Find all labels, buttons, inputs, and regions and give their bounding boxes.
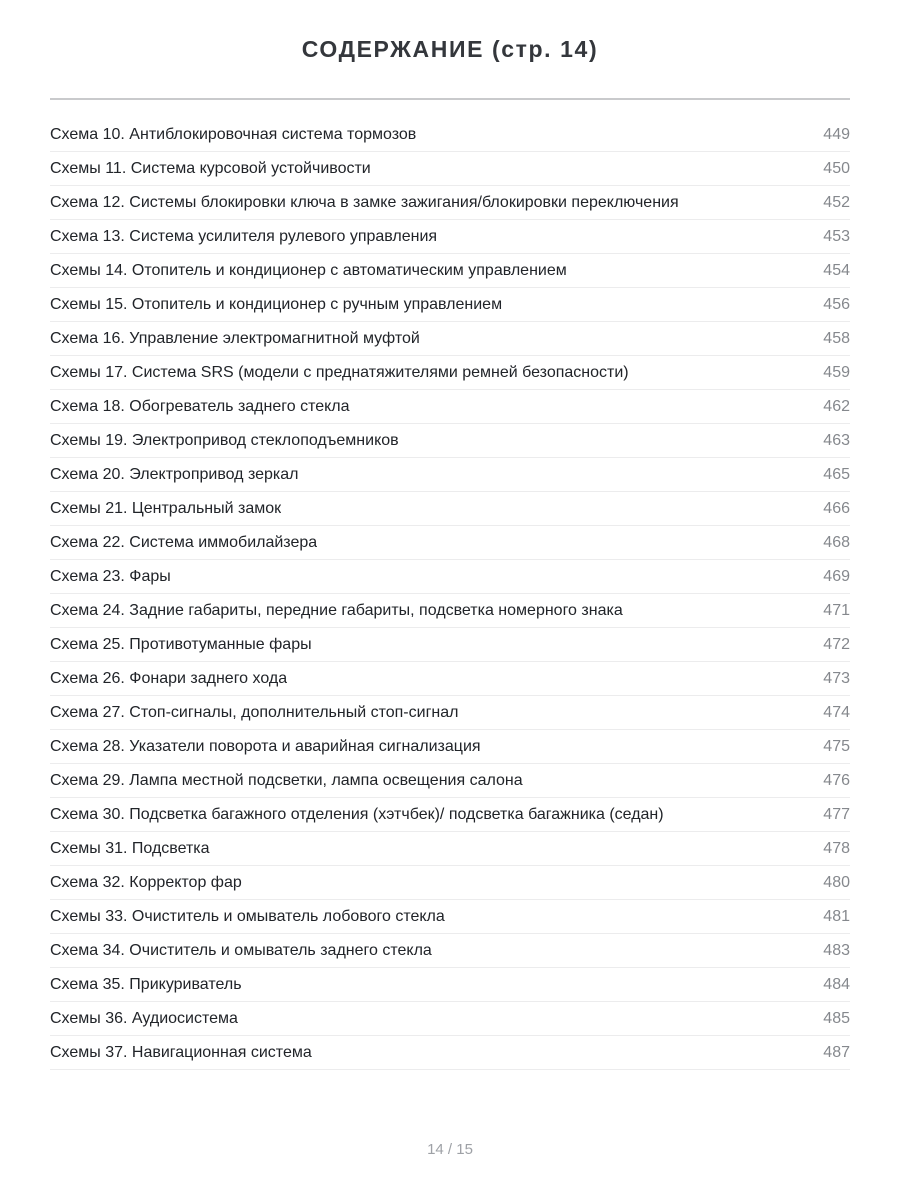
- toc-entry[interactable]: [50, 458, 850, 492]
- toc-entry-page: 477: [823, 805, 850, 823]
- toc-entry-label: Схемы 14. Отопитель и кондиционер с автоматическим управлением: [50, 261, 567, 279]
- toc-entry-label: Схемы 36. Аудиосистема: [50, 1009, 238, 1027]
- toc-entry-label: Схемы 17. Система SRS (модели с преднатяжителями ремней безопасности): [50, 363, 629, 381]
- toc-entry-label: Схема 30. Подсветка багажного отделения (хэтчбек)/ подсветка багажника (седан): [50, 805, 664, 823]
- toc-entry[interactable]: [50, 696, 850, 730]
- toc-entry[interactable]: [50, 356, 850, 390]
- toc-entry-page: 452: [823, 193, 850, 211]
- toc-entry-page: 462: [823, 397, 850, 415]
- toc-entry-label: Схемы 37. Навигационная система: [50, 1043, 312, 1061]
- toc-entry[interactable]: [50, 186, 850, 220]
- toc-entry[interactable]: [50, 866, 850, 900]
- toc-entry[interactable]: [50, 968, 850, 1002]
- toc-entry-page: 485: [823, 1009, 850, 1027]
- toc-entry[interactable]: [50, 526, 850, 560]
- toc-entry-page: 487: [823, 1043, 850, 1061]
- toc-entry-page: 484: [823, 975, 850, 993]
- toc-entry-label: Схемы 33. Очиститель и омыватель лобового стекла: [50, 907, 445, 925]
- toc-entry-label: Схема 26. Фонари заднего хода: [50, 669, 288, 687]
- toc-entry-page: 453: [823, 227, 850, 245]
- toc-entry[interactable]: [50, 832, 850, 866]
- toc-entry-label: Схема 32. Корректор фар: [50, 873, 242, 891]
- toc-entry-page: 459: [823, 363, 850, 381]
- toc-entry-page: 473: [823, 669, 850, 687]
- toc-entry-page: 478: [823, 839, 850, 857]
- toc-entry[interactable]: [50, 730, 850, 764]
- toc-entry-label: Схемы 31. Подсветка: [50, 839, 210, 857]
- toc-entry-page: 472: [823, 635, 850, 653]
- toc-entry[interactable]: [50, 764, 850, 798]
- toc-entry[interactable]: [50, 492, 850, 526]
- toc-entry-page: 466: [823, 499, 850, 517]
- toc-entry[interactable]: [50, 254, 850, 288]
- toc-entry[interactable]: [50, 900, 850, 934]
- toc-entry-label: Схема 28. Указатели поворота и аварийная сигнализация: [50, 737, 481, 755]
- page-title: СОДЕРЖАНИЕ (стр. 14): [301, 36, 599, 62]
- header-divider: [50, 98, 850, 100]
- toc-entry[interactable]: [50, 662, 850, 696]
- toc-entry-label: Схема 27. Стоп-сигналы, дополнительный стоп-сигнал: [50, 703, 459, 721]
- toc-entry-label: Схемы 21. Центральный замок: [50, 499, 282, 517]
- toc-entry[interactable]: [50, 560, 850, 594]
- toc-entry-page: 471: [823, 601, 850, 619]
- toc-entry-page: 458: [823, 329, 850, 347]
- toc-entry-page: 454: [823, 261, 850, 279]
- toc-entry-page: 469: [823, 567, 850, 585]
- toc-entry-label: Схема 13. Система усилителя рулевого управления: [50, 227, 438, 245]
- toc-entry-page: 474: [823, 703, 850, 721]
- toc-entry[interactable]: [50, 322, 850, 356]
- toc-entry-page: 480: [823, 873, 850, 891]
- toc-entry[interactable]: [50, 390, 850, 424]
- toc-entry-label: Схема 16. Управление электромагнитной муфтой: [50, 329, 420, 347]
- toc-entry[interactable]: [50, 798, 850, 832]
- toc-entry-page: 475: [823, 737, 850, 755]
- toc-entry-label: Схема 23. Фары: [50, 567, 171, 585]
- toc-entry-label: Схема 34. Очиститель и омыватель заднего стекла: [50, 941, 432, 959]
- toc-entry[interactable]: [50, 288, 850, 322]
- page-indicator: 14 / 15: [427, 1141, 473, 1158]
- toc-entry-label: Схема 24. Задние габариты, передние габариты, подсветка номерного знака: [50, 601, 623, 619]
- toc-entry-page: 465: [823, 465, 850, 483]
- toc-entry-page: 450: [823, 159, 850, 177]
- toc-entry-page: 483: [823, 941, 850, 959]
- toc-entry-label: Схема 20. Электропривод зеркал: [50, 465, 299, 483]
- toc-entry-page: 468: [823, 533, 850, 551]
- toc-entry-label: Схема 18. Обогреватель заднего стекла: [50, 397, 350, 415]
- toc-entry[interactable]: [50, 152, 850, 186]
- toc-entry-label: Схема 10. Антиблокировочная система тормозов: [50, 125, 417, 143]
- toc-entry-label: Схема 35. Прикуриватель: [50, 975, 242, 993]
- toc-entry[interactable]: [50, 1002, 850, 1036]
- toc-entry-label: Схема 22. Система иммобилайзера: [50, 533, 318, 551]
- toc-entry-page: 481: [823, 907, 850, 925]
- toc-entry-label: Схемы 15. Отопитель и кондиционер с ручным управлением: [50, 295, 503, 313]
- toc-entry[interactable]: [50, 628, 850, 662]
- toc-entry-page: 456: [823, 295, 850, 313]
- toc-entry[interactable]: [50, 594, 850, 628]
- toc-entry-page: 463: [823, 431, 850, 449]
- toc-entry-label: Схема 29. Лампа местной подсветки, лампа освещения салона: [50, 771, 523, 789]
- toc-entry[interactable]: [50, 424, 850, 458]
- toc-entry-label: Схемы 19. Электропривод стеклоподъемников: [50, 431, 399, 449]
- toc-entry-label: Схема 25. Противотуманные фары: [50, 635, 312, 653]
- toc-entry[interactable]: [50, 220, 850, 254]
- toc-entry-page: 449: [823, 125, 850, 143]
- toc-entry-page: 476: [823, 771, 850, 789]
- toc-entry[interactable]: [50, 118, 850, 152]
- toc-entry[interactable]: [50, 1036, 850, 1070]
- toc-list: [50, 118, 850, 1070]
- toc-entry-label: Схемы 11. Система курсовой устойчивости: [50, 159, 371, 177]
- toc-entry-label: Схема 12. Системы блокировки ключа в замке зажигания/блокировки переключения: [50, 193, 679, 211]
- toc-entry[interactable]: [50, 934, 850, 968]
